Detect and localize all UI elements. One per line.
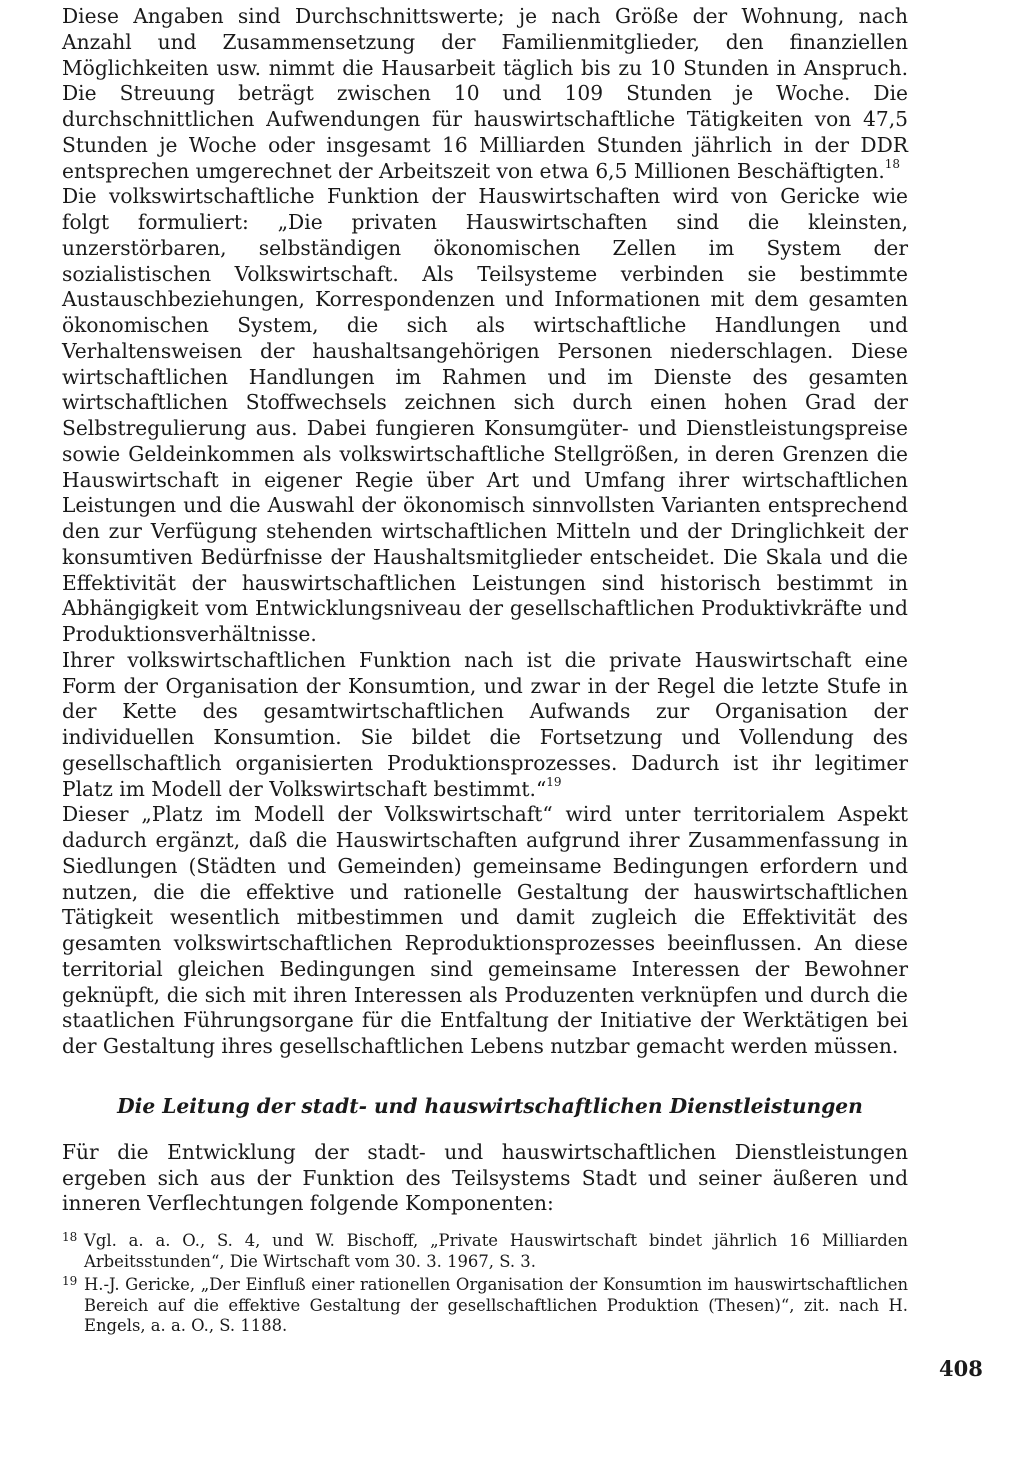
footnote-18: [62, 1231, 908, 1272]
footnote-ref-18[interactable]: 18: [884, 156, 901, 171]
section-heading: Die Leitung der stadt- und hauswirtschaftlichen Dienstleistungen: [117, 1093, 863, 1118]
page-number: 408: [939, 1356, 983, 1381]
document-page: [62, 4, 908, 1340]
footnote-number: 18: [62, 1230, 78, 1244]
footnote-number: 19: [62, 1274, 78, 1289]
footnote-ref-19[interactable]: 19: [546, 774, 562, 789]
paragraph-components-intro: Für die Entwicklung der stadt- und hauswirtschaftlichen Dienstleistungen ergeben sich aus der Funktion des Teilsystems Stadt und seiner äußeren und inneren Verflechtungen folgende Komponenten:: [62, 1139, 908, 1216]
footnote-text: H.-J. Gericke, „Der Einfluß einer rationellen Organisation der Konsumtion im hauswirtschaftlichen Bereich auf die effektive Gestaltung der gesellschaftlichen Produktion (Thesen)“, zit. nach H. Engels, a. a. O., S. 1188.: [84, 1275, 908, 1336]
paragraph-consumption-organization: [62, 648, 908, 803]
paragraph-territorial-aspect: Dieser „Platz im Modell der Volkswirtschaft“ wird unter territorialem Aspekt dadurch ergänzt, daß die Hauswirtschaften aufgrund ihrer Zusammenfassung in Siedlungen (Städten und Gemeinden) gemeinsame Bedingungen erfordern und nutzen, die die effektive und rationelle Gestaltung der hauswirtschaftlichen Tätigkeit wesentlich mitbestimmen und damit zugleich die Effektivität des gesamten volkswirtschaftlichen Reproduktionsprozesses beeinflussen. An diese territorial gleichen Bedingungen sind gemeinsame Interessen der Bewohner geknüpft, die sich mit ihren Interessen als Produzenten verknüpfen und durch die staatlichen Führungsorgane für die Entfaltung der Initiative der Werktätigen bei der Gestaltung ihres gesellschaftlichen Lebens nutzbar gemacht werden müssen.: [62, 802, 908, 1058]
footnote-19: [62, 1275, 908, 1337]
footnote-text: Vgl. a. a. O., S. 4, und W. Bischoff, „Private Hauswirtschaft bindet jährlich 16 Milliarden Arbeitsstunden“, Die Wirtschaft vom 30. 3. 1967, S. 3.: [84, 1231, 908, 1271]
paragraph-text: Ihrer volkswirtschaftlichen Funktion nach ist die private Hauswirtschaft eine Form der Organisation der Konsumtion, und zwar in der Regel die letzte Stufe in der Kette des gesamtwirtschaftlichen Aufwands zur Organisation der individuellen Konsumtion. Sie bildet die Fortsetzung und Vollendung des gesellschaftlich organisierten Produktionsprozesses. Dadurch ist ihr legitimer Platz im Modell der Volkswirtschaft bestimmt.“: [62, 647, 908, 801]
footnotes: [62, 1231, 908, 1337]
paragraph-economic-function: Die volkswirtschaftliche Funktion der Hauswirtschaften wird von Gericke wie folgt formuliert: „Die privaten Hauswirtschaften sind die kleinsten, unzerstörbaren, selbständigen ökonomischen Zellen im System der sozialistischen Volkswirtschaft. Als Teilsysteme verbinden sie bestimmte Austauschbeziehungen, Korrespondenzen und Informationen mit dem gesamten ökonomischen System, die sich als wirtschaftliche Handlungen und Verhaltensweisen der haushaltsangehörigen Personen niederschlagen. Diese wirtschaftlichen Handlungen im Rahmen und im Dienste des gesamten wirtschaftlichen Stoffwechsels zeichnen sich durch einen hohen Grad der Selbstregulierung aus. Dabei fungieren Konsumgüter- und Dienstleistungspreise sowie Geldeinkommen als volkswirtschaftliche Stellgrößen, in deren Grenzen die Hauswirtschaft in eigener Regie über Art und Umfang ihrer wirtschaftlichen Leistungen und die Auswahl der ökonomisch sinnvollsten Varianten entsprechend den zur Verfügung stehenden wirtschaftlichen Mitteln und der Dringlichkeit der konsumtiven Bedürfnisse der Haushaltsmitglieder entscheidet. Die Skala und die Effektivität der hauswirtschaftlichen Leistungen sind historisch bestimmt in Abhängigkeit vom Entwicklungsniveau der gesellschaftlichen Produktivkräfte und Produktionsverhältnisse.: [62, 184, 908, 646]
paragraph-household-hours: [62, 4, 908, 184]
paragraph-text: Diese Angaben sind Durchschnittswerte; je nach Größe der Wohnung, nach Anzahl und Zusammensetzung der Familienmitglieder, den finanziellen Möglichkeiten usw. nimmt die Hausarbeit täglich bis zu 10 Stunden in Anspruch. Die Streuung beträgt zwischen 10 und 109 Stunden je Woche. Die durchschnittlichen Aufwendungen für hauswirtschaftliche Tätigkeiten von 47,5 Stunden je Woche oder insgesamt 16 Milliarden Stunden jährlich in der DDR entsprechen umgerechnet der Arbeitszeit von etwa 6,5 Millionen Beschäftigten.: [62, 4, 908, 183]
